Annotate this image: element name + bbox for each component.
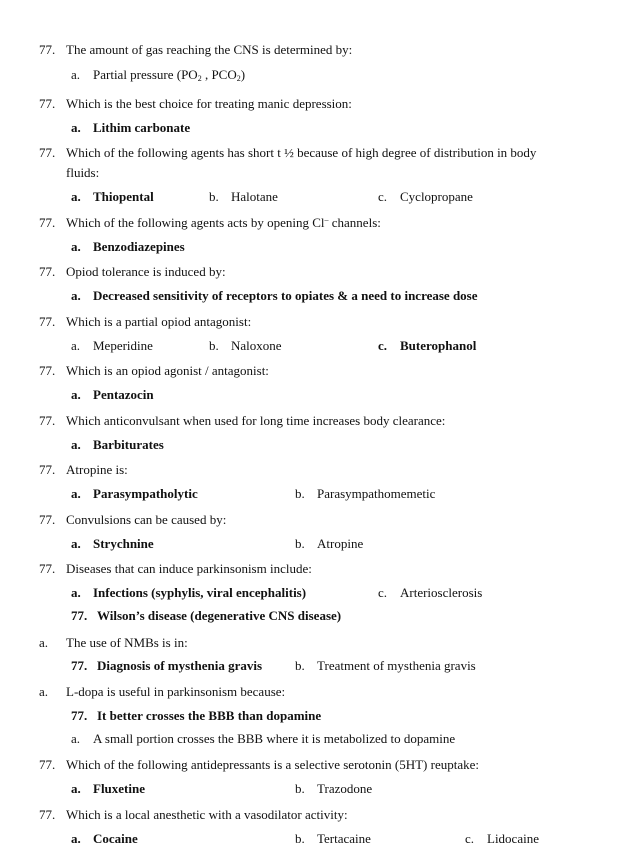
question-row: [0, 559, 638, 579]
option-text: Pentazocin: [93, 387, 154, 402]
option-text: Atropine: [317, 536, 364, 551]
option-text: Cyclopropane: [400, 189, 473, 204]
option-row: [0, 118, 638, 138]
question-text: Which of the following agents has short t ½ because of high degree of distribution in body: [66, 145, 537, 160]
question-text-continued: fluids:: [66, 165, 100, 180]
option-marker: a.: [71, 486, 81, 501]
question-text: Which is a partial opiod antagonist:: [66, 314, 252, 329]
option-text: Wilson’s disease (degenerative CNS disease): [97, 608, 342, 623]
option-marker: a.: [71, 189, 81, 204]
option-text: Fluxetine: [93, 781, 145, 796]
option-text: Arteriosclerosis: [400, 585, 483, 600]
option-row: [0, 779, 638, 799]
option-text: Lithim carbonate: [93, 120, 191, 135]
question-row: [0, 633, 638, 653]
option-marker: c.: [378, 585, 388, 600]
question-row: [0, 312, 638, 332]
option-row: [0, 187, 638, 207]
option-text: Strychnine: [93, 536, 154, 551]
option-text: Diagnosis of mysthenia gravis: [97, 658, 263, 673]
question-row: [0, 262, 638, 282]
question-text: Which is a local anesthetic with a vasodilator activity:: [66, 807, 348, 822]
option-text: A small portion crosses the BBB where it is metabolized to dopamine: [93, 731, 456, 746]
option-marker: a.: [71, 338, 81, 353]
question-row: [0, 411, 638, 431]
question-text: Atropine is:: [66, 462, 128, 477]
option-row: [0, 237, 638, 257]
option-marker: a.: [71, 387, 81, 402]
option-text: Naloxone: [231, 338, 282, 353]
option-marker: a.: [71, 536, 81, 551]
question-row: [0, 460, 638, 480]
option-text: Decreased sensitivity of receptors to opiates & a need to increase dose: [93, 288, 478, 303]
option-marker: b.: [295, 781, 305, 796]
option-text: Trazodone: [317, 781, 373, 796]
option-text: Lidocaine: [487, 831, 539, 846]
question-number: 77.: [39, 561, 56, 576]
option-row: [0, 606, 638, 626]
option-text: Tertacaine: [317, 831, 371, 846]
question-number: 77.: [39, 42, 56, 57]
question-number: 77.: [39, 145, 56, 160]
option-text: Meperidine: [93, 338, 153, 353]
question-number: a.: [39, 635, 49, 650]
option-marker: b.: [295, 486, 305, 501]
option-row: [0, 484, 638, 504]
option-marker: a.: [71, 288, 81, 303]
option-text: Infections (syphylis, viral encephalitis): [93, 585, 307, 600]
option-text: Buterophanol: [400, 338, 477, 353]
option-text: Benzodiazepines: [93, 239, 185, 254]
question-text: The amount of gas reaching the CNS is determined by:: [66, 42, 353, 57]
option-text: Partial pressure ($PO_2$ , $PCO_2$): [93, 67, 246, 83]
question-text: Convulsions can be caused by:: [66, 512, 227, 527]
option-text: Halotane: [231, 189, 278, 204]
option-marker: a.: [71, 67, 81, 82]
option-marker: 77.: [71, 608, 88, 623]
question-row: [0, 510, 638, 530]
question-row-continued: [0, 163, 638, 183]
question-number: 77.: [39, 314, 56, 329]
option-marker: b.: [295, 536, 305, 551]
option-marker: a.: [71, 437, 81, 452]
question-text: Which is the best choice for treating manic depression:: [66, 96, 352, 111]
option-marker: c.: [465, 831, 475, 846]
question-text: L-dopa is useful in parkinsonism because:: [66, 684, 286, 699]
option-marker: 77.: [71, 708, 88, 723]
question-number: 77.: [39, 462, 56, 477]
option-row: [0, 336, 638, 356]
option-row: [0, 534, 638, 554]
question-text: Which is an opiod agonist / antagonist:: [66, 363, 269, 378]
question-row: [0, 213, 638, 233]
option-marker: a.: [71, 831, 81, 846]
option-marker: b.: [295, 831, 305, 846]
option-text: Thiopental: [93, 189, 154, 204]
question-row: [0, 755, 638, 775]
option-marker: a.: [71, 731, 81, 746]
option-text: Treatment of mysthenia gravis: [317, 658, 476, 673]
question-number: 77.: [39, 757, 56, 772]
option-text: It better crosses the BBB than dopamine: [97, 708, 322, 723]
option-row: [0, 829, 638, 849]
question-row: [0, 682, 638, 702]
option-marker: a.: [71, 239, 81, 254]
option-row: [0, 656, 638, 676]
question-number: 77.: [39, 512, 56, 527]
question-row: [0, 805, 638, 825]
option-marker: b.: [295, 658, 305, 673]
question-number: 77.: [39, 215, 56, 230]
question-text: The use of NMBs is in:: [66, 635, 188, 650]
question-number: a.: [39, 684, 49, 699]
option-marker: c.: [378, 189, 388, 204]
option-row: [0, 706, 638, 726]
question-row: [0, 361, 638, 381]
question-row: [0, 143, 638, 163]
option-row: [0, 65, 638, 85]
option-marker: b.: [209, 189, 219, 204]
question-text: Which of the following antidepressants is a selective serotonin (5HT) reuptake:: [66, 757, 479, 772]
option-marker: a.: [71, 585, 81, 600]
question-number: 77.: [39, 807, 56, 822]
question-number: 77.: [39, 363, 56, 378]
option-row: [0, 435, 638, 455]
option-text: Barbiturates: [93, 437, 164, 452]
option-marker: a.: [71, 781, 81, 796]
question-text: Which of the following agents acts by opening Cl– channels:: [66, 215, 381, 230]
option-row: [0, 583, 638, 603]
question-row: [0, 40, 638, 60]
question-text: Which anticonvulsant when used for long time increases body clearance:: [66, 413, 446, 428]
option-row: [0, 729, 638, 749]
option-row: [0, 286, 638, 306]
question-row: [0, 94, 638, 114]
question-text: Diseases that can induce parkinsonism include:: [66, 561, 312, 576]
option-text: Parasympathomemetic: [317, 486, 436, 501]
option-marker: 77.: [71, 658, 88, 673]
option-marker: b.: [209, 338, 219, 353]
option-text: Parasympatholytic: [93, 486, 198, 501]
option-marker: c.: [378, 338, 388, 353]
question-number: 77.: [39, 264, 56, 279]
option-row: [0, 385, 638, 405]
question-number: 77.: [39, 96, 56, 111]
question-text: Opiod tolerance is induced by:: [66, 264, 226, 279]
question-number: 77.: [39, 413, 56, 428]
option-marker: a.: [71, 120, 81, 135]
option-text: Cocaine: [93, 831, 138, 846]
